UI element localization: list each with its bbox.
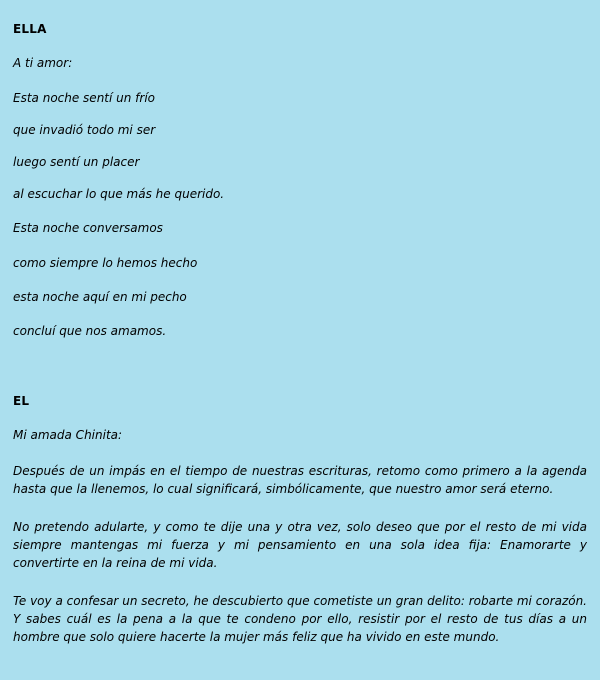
el-greeting: Mi amada Chinita: [13,428,123,442]
ella-line: como siempre lo hemos hecho [13,256,198,270]
ella-line: concluí que nos amamos. [13,324,167,338]
ella-heading: ELLA [13,22,47,36]
el-heading: EL [13,394,30,408]
ella-line: que invadió todo mi ser [13,123,156,137]
ella-line: Esta noche sentí un frío [13,91,156,105]
el-paragraph: No pretendo adularte, y como te dije una y otra vez, solo deseo que por el resto de mi vida siempre mantengas mi fuerza y mi pensamiento en una sola idea fija: Enamorarte y convertirte en la reina de mi vida. [13,520,587,570]
el-paragraph: Te voy a confesar un secreto, he descubierto que cometiste un gran delito: robarte mi corazón. Y sabes cuál es la pena a la que te condeno por ello, resistir por el resto de tus días a un hombre que solo quiere hacerte la mujer más feliz que ha vivido en este mundo. [13,594,587,644]
ella-line: Esta noche conversamos [13,221,163,235]
ella-line: esta noche aquí en mi pecho [13,290,187,304]
el-paragraph: Después de un impás en el tiempo de nuestras escrituras, retomo como primero a la agenda hasta que la llenemos, lo cual significará, simbólicamente, que nuestro amor será eterno. [13,464,587,496]
ella-line: luego sentí un placer [13,155,140,169]
ella-line: al escuchar lo que más he querido. [13,187,225,201]
ella-line: A ti amor: [13,56,73,70]
